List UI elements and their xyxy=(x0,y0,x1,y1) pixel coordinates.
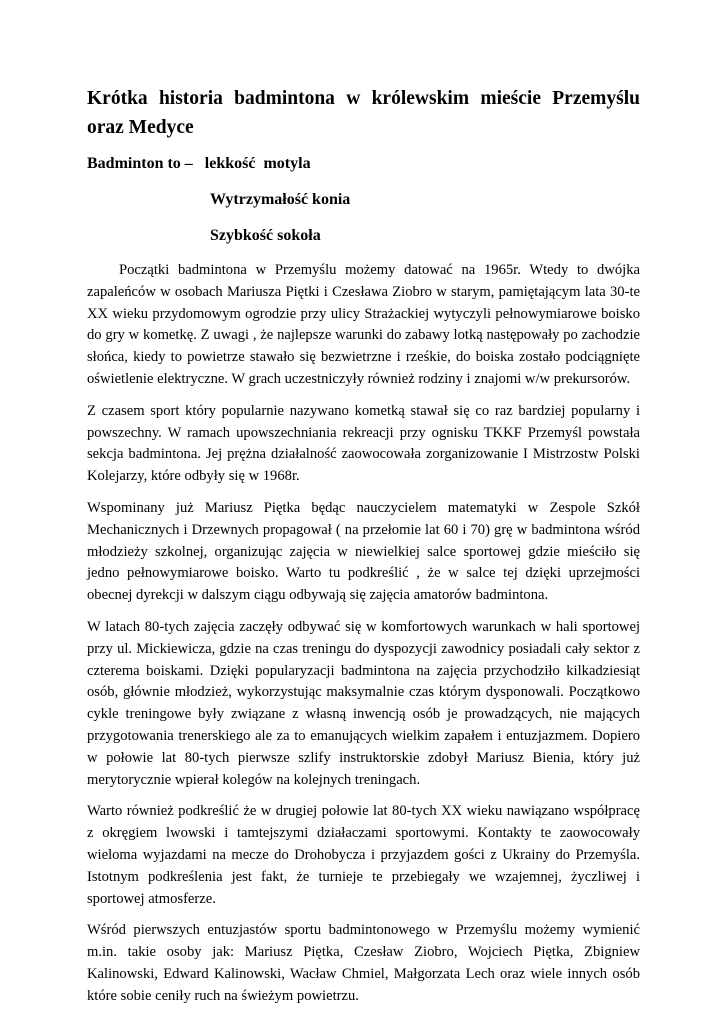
paragraph-school-promotion: Wspominany już Mariusz Piętka będąc nauczycielem matematyki w Zespole Szkół Mechanicznych i Drzewnych propagował ( na przełomie lat 60 i 70) grę w badmintona wśród młodzieży szkolnej, organizując zajęcia w niewielkiej salce sportowej gdzie mieściło się jedno pełnowymiarowe boisko. Warto tu podkreślić , że w salce tej dzięki uprzejmości obecnej dyrekcji w dalszym ciągu odbywają się zajęcia amatorów badmintona. xyxy=(87,499,640,604)
motto-line-2: Wytrzymałość konia xyxy=(210,191,351,208)
document-body xyxy=(87,84,640,1018)
paragraph-beginnings: Początki badmintona w Przemyślu możemy datować na 1965r. Wtedy to dwójka zapaleńców w osobach Mariusza Piętki i Czesława Ziobro w starym, pamiętającym lata 30-te XX wieku przydomowym ogrodzie przy ulicy Strażackiej wytyczyli pełnowymiarowe boisko do gry w kometkę. Z uwagi , że najlepsze warunki do zabawy lotką następowały po zachodzie słońca, kiedy to powietrze stawało się bezwietrzne i rześkie, do boiska zostało podciągnięte oświetlenie elektryczne. W grach uczestniczyły również rodziny i znajomi w/w prekursorów. xyxy=(87,262,640,387)
paragraph-popularity: Z czasem sport który popularnie nazywano kometką stawał się co raz bardziej popularny i powszechny. W ramach upowszechniania rekreacji przy ognisku TKKF Przemyśl powstała sekcja badmintona. Jej prężna działalność zaowocowała zorganizowanie I Mistrzostw Polski Kolejarzy, które odbyły się w 1968r. xyxy=(87,402,640,485)
paragraph-80s-hall: W latach 80-tych zajęcia zaczęły odbywać się w komfortowych warunkach w hali sportowej przy ul. Mickiewicza, gdzie na czas treningu do dyspozycji zawodnicy posiadali cały sektor z czterema boiskami. Dzięki popularyzacji badmintona na zajęcia przychodziło kilkadziesiąt osób, głównie młodzież, wykorzystując maksymalnie czas którym dysponowali. Początkowo cykle treningowe były związane z własną inwencją osób je prowadzących, nie mających przygotowania trenerskiego ale za to emanujących wielkim zapałem i entuzjazmem. Dopiero w połowie lat 80-tych pierwsze szlify instruktorskie zdobył Mariusz Bienia, który już merytorycznie wpierał kolegów na kolejnych treningach. xyxy=(87,618,640,788)
document-title: Krótka historia badmintona w królewskim mieście Przemyślu oraz Medyce xyxy=(87,88,640,138)
paragraph-enthusiasts: Wśród pierwszych entuzjastów sportu badmintonowego w Przemyślu możemy wymienić m.in. takie osoby jak: Mariusz Piętka, Czesław Ziobro, Wojciech Piętka, Zbigniew Kalinowski, Edward Kalinowski, Wacław Chmiel, Małgorzata Lech oraz wiele innych osób które sobie ceniły ruch na świeżym powietrzu. xyxy=(87,922,640,1004)
paragraph-lviv-cooperation: Warto również podkreślić że w drugiej połowie lat 80-tych XX wieku nawiązano współpracę z okręgiem lwowski i tamtejszymi działaczami sportowymi. Kontakty te zaowocowały wieloma wyjazdami na mecze do Drohobycza i przyjazdem gości z Ukrainy do Przemyśla. Istotnym podkreślenia jest fakt, że turnieje te przebiegały we wzajemnej, życzliwej i sportowej atmosferze. xyxy=(87,803,640,907)
motto-line-3: Szybkość sokoła xyxy=(210,227,321,244)
motto-line-1: Badminton to – lekkość motyla xyxy=(87,155,311,172)
